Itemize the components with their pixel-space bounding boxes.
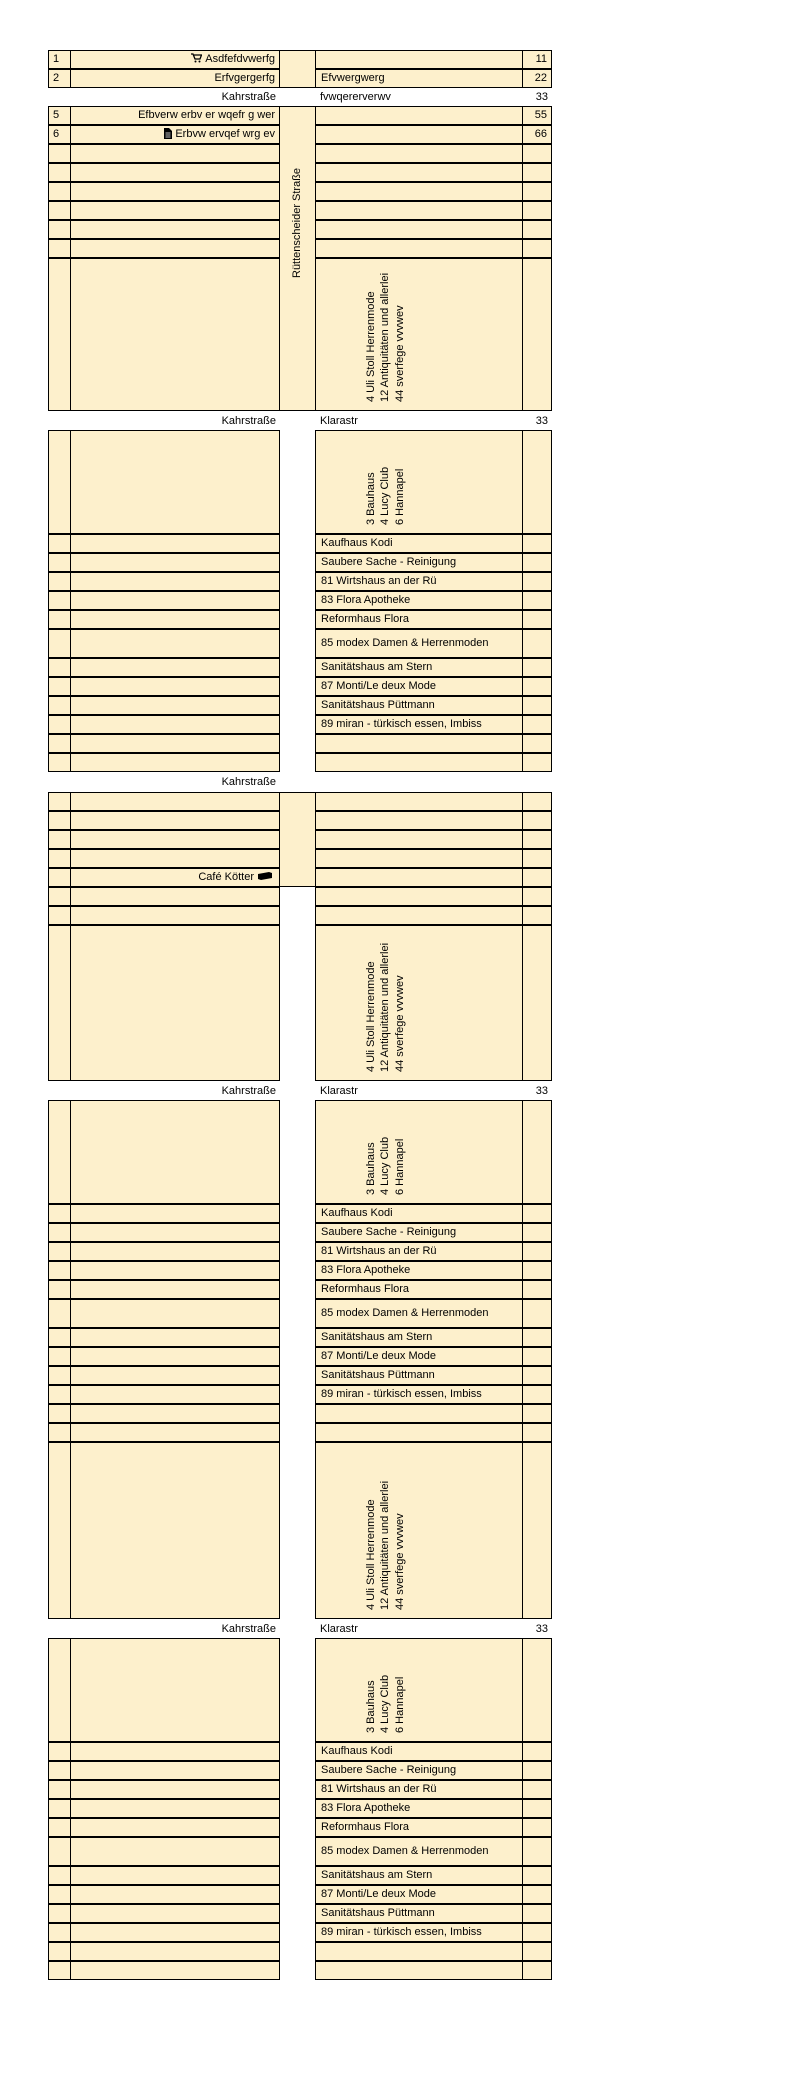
left-shop-cell <box>70 696 280 715</box>
right-shop-cell: 83 Flora Apotheke <box>315 591 523 610</box>
street-gap-strip <box>279 1638 316 1980</box>
cross-street-number: 33 <box>535 414 548 427</box>
cross-street-number <box>522 773 552 791</box>
right-shop-cell <box>315 753 523 772</box>
row-number-right <box>522 658 552 677</box>
row-number-left <box>48 1638 71 1742</box>
right-shop-cell: 85 modex Damen & Herrenmoden <box>315 1299 523 1328</box>
row-number-right <box>522 1385 552 1404</box>
row-number-right <box>522 572 552 591</box>
left-shop-cell <box>70 1280 280 1299</box>
row-number-right <box>522 811 552 830</box>
row-number-right <box>522 1223 552 1242</box>
right-shop-cell <box>315 1423 523 1442</box>
row-number-left <box>48 1404 71 1423</box>
left-shop-cell <box>70 1638 280 1742</box>
right-shop-cell: Sanitätshaus am Stern <box>315 1328 523 1347</box>
vertical-shop-list <box>364 943 407 1072</box>
row-number-right <box>522 1423 552 1442</box>
left-shop-cell: Erfvgergerfg <box>70 69 280 88</box>
right-shop-cell: Saubere Sache - Reinigung <box>315 553 523 572</box>
row-number-right <box>522 1885 552 1904</box>
right-shop-cell <box>315 1404 523 1423</box>
row-number-left <box>48 677 71 696</box>
row-number-left <box>48 1204 71 1223</box>
left-shop-cell <box>70 610 280 629</box>
row-number-left <box>48 591 71 610</box>
row-number-left <box>48 1242 71 1261</box>
right-shop-cell: Sanitätshaus am Stern <box>315 1866 523 1885</box>
row-number-right <box>522 1904 552 1923</box>
row-number-left <box>48 553 71 572</box>
left-shop-cell <box>70 430 280 534</box>
left-shop-cell <box>70 887 280 906</box>
left-shop-cell <box>70 658 280 677</box>
left-shop-cell <box>70 1923 280 1942</box>
vertical-shop-item: 3 Bauhaus <box>364 1142 377 1195</box>
vertical-shop-item: 44 sverfege vvvwev <box>393 305 406 402</box>
row-number-left: 1 <box>48 50 71 69</box>
left-shop-cell <box>70 572 280 591</box>
left-shop-cell <box>70 1742 280 1761</box>
right-shop-cell <box>315 1638 523 1742</box>
left-shop-cell <box>70 1780 280 1799</box>
row-number-left <box>48 1366 71 1385</box>
right-shop-cell: Kaufhaus Kodi <box>315 534 523 553</box>
row-number-right <box>522 1404 552 1423</box>
row-number-right <box>522 753 552 772</box>
cross-street-right-label: fvwqererverwv <box>320 90 391 103</box>
vertical-shop-item: 3 Bauhaus <box>364 1680 377 1733</box>
right-shop-cell <box>315 906 523 925</box>
cross-street-label: Kahrstraße <box>221 1622 276 1635</box>
right-shop-cell: 89 miran - türkisch essen, Imbiss <box>315 1923 523 1942</box>
row-number-left <box>48 1280 71 1299</box>
row-number-left <box>48 811 71 830</box>
right-shop-cell: 85 modex Damen & Herrenmoden <box>315 629 523 658</box>
row-number-left <box>48 1799 71 1818</box>
left-shop-cell <box>70 1442 280 1619</box>
row-number-right <box>522 553 552 572</box>
left-shop-cell <box>70 1942 280 1961</box>
row-number-right <box>522 1299 552 1328</box>
right-shop-cell <box>315 925 523 1081</box>
row-number-left: 5 <box>48 106 71 125</box>
row-number-left <box>48 830 71 849</box>
right-shop-cell <box>315 1961 523 1980</box>
row-number-left <box>48 629 71 658</box>
left-shop-cell <box>70 849 280 868</box>
left-shop-label: Erbvw ervqef wrg ev <box>175 128 275 140</box>
left-shop-cell <box>70 220 280 239</box>
right-shop-cell <box>315 125 523 144</box>
row-number-left <box>48 220 71 239</box>
right-shop-cell <box>315 792 523 811</box>
vertical-shop-item: 6 Hannapel <box>393 468 406 525</box>
right-shop-cell <box>315 163 523 182</box>
row-number-right <box>522 534 552 553</box>
left-shop-cell <box>70 1404 280 1423</box>
right-shop-cell <box>315 811 523 830</box>
row-number-right <box>522 258 552 411</box>
right-shop-cell: Saubere Sache - Reinigung <box>315 1223 523 1242</box>
row-number-right <box>522 792 552 811</box>
left-shop-cell <box>70 1818 280 1837</box>
row-number-left <box>48 610 71 629</box>
left-shop-cell <box>70 1261 280 1280</box>
left-shop-cell <box>70 1385 280 1404</box>
cafe-label: Café Kötter <box>198 871 254 883</box>
right-shop-cell <box>315 1942 523 1961</box>
vertical-shop-item: 4 Uli Stoll Herrenmode <box>364 961 377 1072</box>
vertical-shop-item: 44 sverfege vvvwev <box>393 975 406 1072</box>
row-number-right: 11 <box>522 50 552 69</box>
left-shop-cell <box>70 906 280 925</box>
right-shop-cell: Sanitätshaus Püttmann <box>315 1904 523 1923</box>
street-gap-cell <box>279 792 316 887</box>
row-number-left <box>48 1780 71 1799</box>
left-shop-cell <box>70 1866 280 1885</box>
row-number-left <box>48 1442 71 1619</box>
row-number-left <box>48 239 71 258</box>
vertical-shop-item: 4 Lucy Club <box>378 1674 391 1733</box>
left-shop-cell: Efbverw erbv er wqefr g wer <box>70 106 280 125</box>
left-shop-cell <box>70 258 280 411</box>
cross-street-right-label: Klarastr <box>320 414 358 427</box>
right-shop-cell <box>315 258 523 411</box>
row-number-left <box>48 182 71 201</box>
left-shop-cell <box>70 753 280 772</box>
right-shop-cell: Reformhaus Flora <box>315 1280 523 1299</box>
row-number-right <box>522 610 552 629</box>
row-number-right <box>522 1100 552 1204</box>
right-shop-cell: Efvwergwerg <box>315 69 523 88</box>
right-shop-cell: Sanitätshaus am Stern <box>315 658 523 677</box>
row-number-right <box>522 144 552 163</box>
right-shop-cell <box>315 1442 523 1619</box>
left-shop-cell <box>70 1885 280 1904</box>
row-number-right <box>522 163 552 182</box>
vertical-shop-item: 4 Lucy Club <box>378 1136 391 1195</box>
row-number-left <box>48 430 71 534</box>
left-shop-cell <box>70 1223 280 1242</box>
row-number-left <box>48 1423 71 1442</box>
row-number-left <box>48 1761 71 1780</box>
left-shop-cell <box>70 1837 280 1866</box>
left-shop-cell <box>70 534 280 553</box>
vertical-shop-item: 6 Hannapel <box>393 1676 406 1733</box>
street-gap-strip <box>279 1100 316 1619</box>
vertical-shop-item: 12 Antiquitäten und allerlei <box>378 1480 391 1610</box>
cross-street-label: Kahrstraße <box>221 775 276 788</box>
street-gap-cell <box>279 50 316 88</box>
right-shop-cell <box>315 887 523 906</box>
row-number-left <box>48 1818 71 1837</box>
right-shop-cell <box>315 1100 523 1204</box>
vertical-shop-item: 6 Hannapel <box>393 1138 406 1195</box>
row-number-left <box>48 258 71 411</box>
row-number-right <box>522 1242 552 1261</box>
left-shop-cell <box>70 1299 280 1328</box>
right-shop-cell: 89 miran - türkisch essen, Imbiss <box>315 1385 523 1404</box>
row-number-right <box>522 1328 552 1347</box>
right-shop-cell: 83 Flora Apotheke <box>315 1799 523 1818</box>
row-number-right <box>522 715 552 734</box>
row-number-left <box>48 1961 71 1980</box>
document-icon <box>164 128 172 142</box>
vertical-shop-item: 4 Uli Stoll Herrenmode <box>364 291 377 402</box>
row-number-right <box>522 220 552 239</box>
right-shop-cell: Reformhaus Flora <box>315 1818 523 1837</box>
vertical-shop-list <box>364 1137 407 1195</box>
right-shop-cell: 87 Monti/Le deux Mode <box>315 1347 523 1366</box>
row-number-left <box>48 144 71 163</box>
right-shop-cell: Sanitätshaus Püttmann <box>315 696 523 715</box>
cross-street-number: 33 <box>535 1622 548 1635</box>
left-shop-cell <box>70 811 280 830</box>
cross-street-label: Kahrstraße <box>221 90 276 103</box>
row-number-right <box>522 1837 552 1866</box>
vertical-shop-list <box>364 273 407 402</box>
left-shop-cell <box>70 1423 280 1442</box>
vertical-shop-item: 3 Bauhaus <box>364 472 377 525</box>
right-shop-cell: 85 modex Damen & Herrenmoden <box>315 1837 523 1866</box>
left-shop-cell <box>70 144 280 163</box>
row-number-left <box>48 1837 71 1866</box>
row-number-left <box>48 1299 71 1328</box>
right-shop-cell <box>315 830 523 849</box>
row-number-left <box>48 1223 71 1242</box>
right-shop-cell <box>315 734 523 753</box>
vertical-shop-list <box>364 467 407 525</box>
left-shop-cell <box>70 553 280 572</box>
left-shop-cell <box>70 50 280 69</box>
row-number-left <box>48 734 71 753</box>
left-shop-cell <box>70 182 280 201</box>
row-number-left <box>48 201 71 220</box>
cross-street-right-label: Klarastr <box>320 1622 358 1635</box>
row-number-right <box>522 906 552 925</box>
right-shop-cell: 87 Monti/Le deux Mode <box>315 677 523 696</box>
row-number-left <box>48 849 71 868</box>
right-shop-cell: Reformhaus Flora <box>315 610 523 629</box>
row-number-left <box>48 1742 71 1761</box>
vertical-shop-list <box>364 1675 407 1733</box>
row-number-right <box>522 1366 552 1385</box>
right-shop-cell: 87 Monti/Le deux Mode <box>315 1885 523 1904</box>
right-shop-cell <box>315 868 523 887</box>
left-shop-cell <box>70 1961 280 1980</box>
flag-icon <box>258 872 272 883</box>
row-number-right <box>522 1742 552 1761</box>
row-number-right <box>522 1799 552 1818</box>
row-number-right <box>522 887 552 906</box>
row-number-left <box>48 572 71 591</box>
right-shop-cell: Kaufhaus Kodi <box>315 1742 523 1761</box>
right-shop-cell <box>315 220 523 239</box>
row-number-right <box>522 1761 552 1780</box>
right-shop-cell <box>315 106 523 125</box>
row-number-right <box>522 830 552 849</box>
row-number-left <box>48 1942 71 1961</box>
left-shop-cell <box>70 1328 280 1347</box>
row-number-right <box>522 1442 552 1619</box>
row-number-left <box>48 1261 71 1280</box>
row-number-left <box>48 753 71 772</box>
right-shop-cell: 89 miran - türkisch essen, Imbiss <box>315 715 523 734</box>
row-number-right <box>522 1638 552 1742</box>
cross-street-label: Kahrstraße <box>221 414 276 427</box>
left-shop-cell <box>70 163 280 182</box>
left-shop-cell <box>70 1366 280 1385</box>
right-shop-cell: Sanitätshaus Püttmann <box>315 1366 523 1385</box>
left-shop-cell <box>70 125 280 144</box>
cross-street-right-label: Klarastr <box>320 1084 358 1097</box>
row-number-right <box>522 1780 552 1799</box>
row-number-right <box>522 182 552 201</box>
row-number-left <box>48 1347 71 1366</box>
row-number-right <box>522 677 552 696</box>
row-number-left <box>48 906 71 925</box>
row-number-right <box>522 734 552 753</box>
vertical-shop-item: 4 Lucy Club <box>378 466 391 525</box>
row-number-right <box>522 1923 552 1942</box>
row-number-left <box>48 715 71 734</box>
right-shop-cell: 81 Wirtshaus an der Rü <box>315 572 523 591</box>
row-number-right <box>522 1961 552 1980</box>
left-shop-cell <box>70 715 280 734</box>
right-shop-cell: 81 Wirtshaus an der Rü <box>315 1780 523 1799</box>
row-number-right <box>522 1280 552 1299</box>
row-number-right <box>522 1942 552 1961</box>
right-shop-cell <box>315 239 523 258</box>
row-number-left <box>48 1885 71 1904</box>
left-shop-cell <box>70 629 280 658</box>
left-shop-cell <box>70 201 280 220</box>
right-shop-cell: Kaufhaus Kodi <box>315 1204 523 1223</box>
street-gap-strip <box>279 430 316 772</box>
right-shop-cell <box>315 50 523 69</box>
row-number-right: 22 <box>522 69 552 88</box>
cross-street-right-label <box>315 773 523 791</box>
left-shop-cell <box>70 1347 280 1366</box>
row-number-left <box>48 1385 71 1404</box>
row-number-left <box>48 868 71 887</box>
left-shop-cell <box>70 1242 280 1261</box>
row-number-right <box>522 1866 552 1885</box>
vertical-shop-item: 12 Antiquitäten und allerlei <box>378 272 391 402</box>
row-number-right <box>522 696 552 715</box>
left-shop-cell <box>70 868 280 887</box>
right-shop-cell: 83 Flora Apotheke <box>315 1261 523 1280</box>
right-shop-cell: 81 Wirtshaus an der Rü <box>315 1242 523 1261</box>
cross-street-label: Kahrstraße <box>221 1084 276 1097</box>
right-shop-cell <box>315 849 523 868</box>
row-number-right <box>522 1204 552 1223</box>
row-number-left <box>48 1866 71 1885</box>
row-number-right <box>522 1818 552 1837</box>
row-number-left <box>48 534 71 553</box>
cart-icon <box>191 53 202 66</box>
row-number-left <box>48 1328 71 1347</box>
row-number-left <box>48 1923 71 1942</box>
left-shop-cell <box>70 1761 280 1780</box>
row-number-left <box>48 163 71 182</box>
left-shop-label: Asdfefdvwerfg <box>205 53 275 65</box>
left-shop-cell <box>70 1904 280 1923</box>
row-number-left <box>48 696 71 715</box>
left-shop-cell <box>70 792 280 811</box>
row-number-right <box>522 868 552 887</box>
cross-street-number: 33 <box>535 1084 548 1097</box>
left-shop-cell <box>70 239 280 258</box>
row-number-right <box>522 201 552 220</box>
vertical-shop-item: 4 Uli Stoll Herrenmode <box>364 1499 377 1610</box>
row-number-left <box>48 658 71 677</box>
row-number-right <box>522 629 552 658</box>
right-shop-cell <box>315 201 523 220</box>
row-number-left <box>48 1100 71 1204</box>
row-number-right <box>522 430 552 534</box>
row-number-right <box>522 591 552 610</box>
left-shop-cell <box>70 734 280 753</box>
left-shop-cell <box>70 1799 280 1818</box>
row-number-right <box>522 1261 552 1280</box>
vertical-shop-item: 12 Antiquitäten und allerlei <box>378 942 391 1072</box>
row-number-left <box>48 887 71 906</box>
row-number-right <box>522 849 552 868</box>
right-shop-cell <box>315 182 523 201</box>
left-shop-cell <box>70 1100 280 1204</box>
vertical-shop-item: 44 sverfege vvvwev <box>393 1513 406 1610</box>
right-shop-cell <box>315 430 523 534</box>
left-shop-cell <box>70 1204 280 1223</box>
row-number-right <box>522 1347 552 1366</box>
row-number-right: 66 <box>522 125 552 144</box>
row-number-left <box>48 925 71 1081</box>
left-shop-cell <box>70 677 280 696</box>
right-shop-cell <box>315 144 523 163</box>
row-number-left <box>48 792 71 811</box>
street-gap-strip <box>279 887 316 1081</box>
vertical-street-name: Rüttenscheider Straße <box>291 167 303 278</box>
row-number-left: 2 <box>48 69 71 88</box>
row-number-right: 55 <box>522 106 552 125</box>
left-shop-cell <box>70 830 280 849</box>
row-number-left: 6 <box>48 125 71 144</box>
cross-street-number: 33 <box>535 90 548 103</box>
vertical-shop-list <box>364 1481 407 1610</box>
row-number-left <box>48 1904 71 1923</box>
row-number-right <box>522 239 552 258</box>
left-shop-cell <box>70 591 280 610</box>
right-shop-cell: Saubere Sache - Reinigung <box>315 1761 523 1780</box>
row-number-right <box>522 925 552 1081</box>
left-shop-cell <box>70 925 280 1081</box>
